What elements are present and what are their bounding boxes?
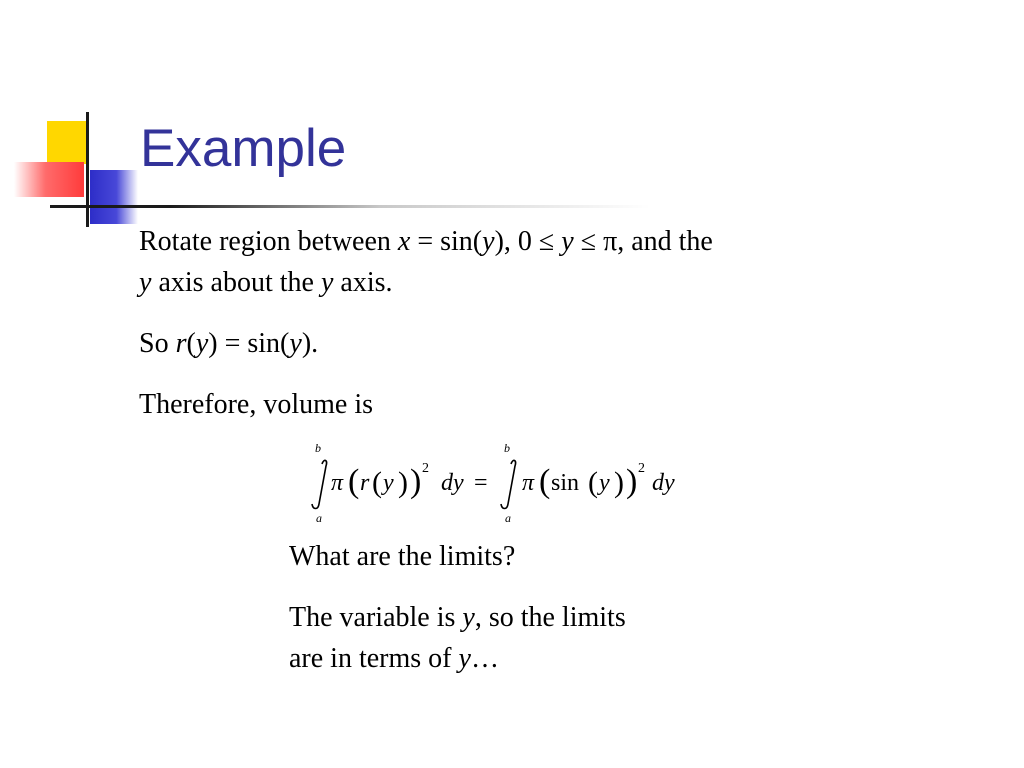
text-segment: axis about the	[151, 266, 321, 298]
var-y: y	[289, 328, 302, 359]
text-segment: = sin(	[410, 226, 483, 257]
paren-open: (	[348, 463, 360, 500]
text-segment: So	[139, 328, 176, 359]
body-paragraph-rotate	[139, 222, 713, 303]
text-segment: (	[186, 328, 196, 359]
differential: dy	[652, 470, 675, 496]
text-segment: ).	[301, 328, 319, 359]
var-y: y	[482, 226, 495, 257]
logo-blue-square	[90, 170, 138, 224]
paren-close: )	[410, 463, 422, 500]
question-limits: What are the limits?	[289, 541, 516, 572]
body-paragraph-therefore: Therefore, volume is	[139, 389, 374, 420]
var-y: y	[383, 470, 394, 496]
paren-close: )	[626, 463, 638, 500]
logo-red-bar	[14, 162, 84, 197]
var-r: r	[175, 328, 187, 359]
body-paragraph-variable	[289, 598, 626, 679]
pi-symbol: π	[522, 470, 535, 496]
paren-close: )	[614, 466, 624, 499]
text-segment: Rotate region between	[139, 226, 398, 257]
var-y: y	[462, 602, 475, 633]
text-segment: axis.	[333, 266, 393, 298]
var-y: y	[139, 266, 152, 298]
paren-open: (	[588, 466, 598, 499]
equals-sign: =	[474, 470, 488, 496]
text-segment: ≤ π, and the	[573, 226, 713, 257]
text-segment: …	[470, 642, 499, 674]
differential: dy	[441, 470, 464, 496]
text-segment: The variable is	[289, 602, 463, 633]
var-y: y	[561, 226, 574, 257]
exponent: 2	[422, 461, 429, 476]
body-paragraph-radius	[139, 324, 318, 365]
logo-vertical-line	[86, 112, 89, 227]
paren-close: )	[398, 466, 408, 499]
text-segment: ) = sin(	[208, 328, 290, 359]
var-x: x	[397, 226, 411, 257]
pi-symbol: π	[331, 470, 344, 496]
paren-open: (	[372, 466, 382, 499]
var-y: y	[599, 470, 610, 496]
var-y: y	[458, 642, 471, 674]
exponent: 2	[638, 461, 645, 476]
integral-sign-left	[312, 460, 327, 508]
text-segment: , so the limits	[474, 602, 626, 633]
integral-sign-right	[501, 460, 516, 508]
upper-limit-left: b	[315, 441, 321, 455]
logo-yellow-square	[47, 121, 87, 164]
var-y: y	[195, 328, 209, 359]
lower-limit-left: a	[316, 511, 322, 525]
slide-title: Example	[140, 119, 347, 178]
upper-limit-right: b	[504, 441, 510, 455]
title-underline	[50, 205, 650, 208]
lower-limit-right: a	[505, 511, 511, 525]
paren-open: (	[539, 463, 551, 500]
text-segment: ), 0 ≤	[494, 226, 562, 257]
volume-integral-equation	[300, 440, 700, 530]
sin-function: sin	[551, 470, 580, 496]
var-y: y	[320, 266, 334, 298]
var-r: r	[360, 470, 370, 496]
text-segment: are in terms of	[289, 642, 459, 674]
